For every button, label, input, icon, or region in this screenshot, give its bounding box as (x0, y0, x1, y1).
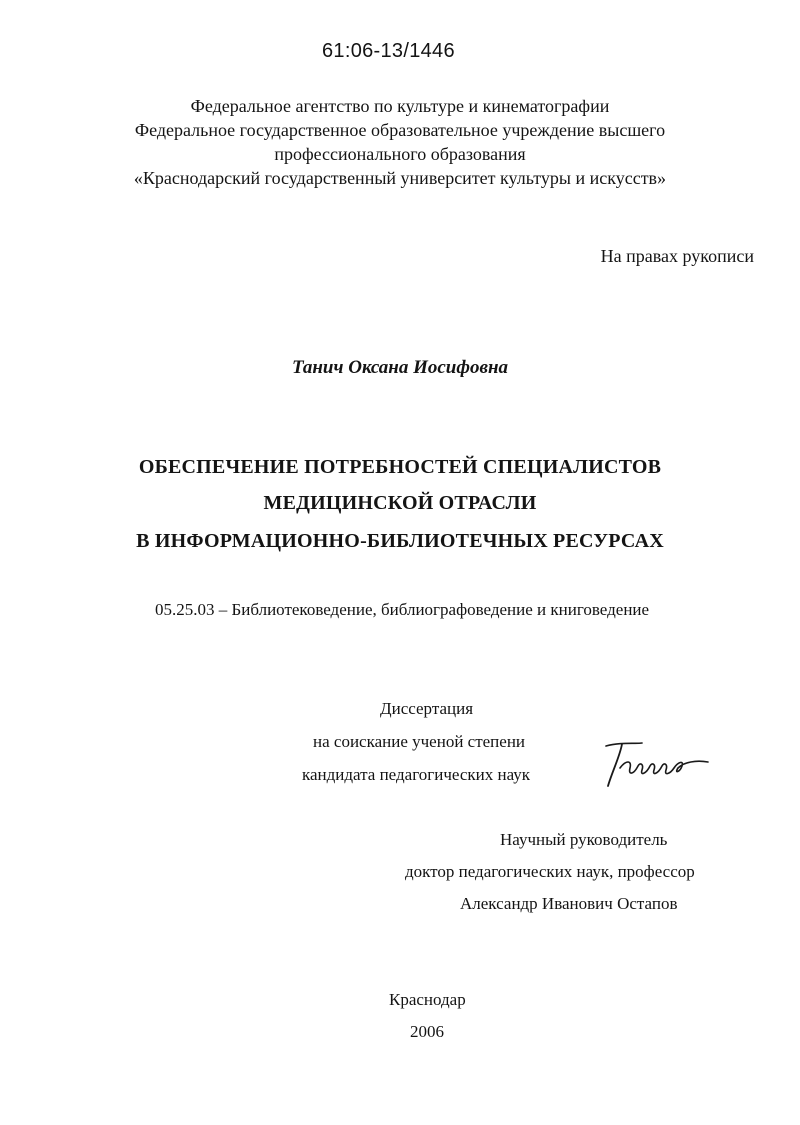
supervisor-label: Научный руководитель (500, 830, 668, 849)
specialty-code: 05.25.03 – Библиотековедение, библиографоведение и книговедение (155, 600, 650, 619)
manuscript-rights-note: На правах рукописи (600, 246, 754, 266)
thesis-title-line-1: ОБЕСПЕЧЕНИЕ ПОТРЕБНОСТЕЙ СПЕЦИАЛИСТОВ (138, 456, 662, 478)
degree-line: на соискание ученой степени (313, 732, 526, 751)
year: 2006 (410, 1022, 444, 1041)
org-line-1: Федеральное агентство по культуре и кинематографии (190, 96, 610, 116)
dissertation-label: Диссертация (380, 699, 474, 718)
supervisor-name: Александр Иванович Остапов (460, 894, 678, 913)
supervisor-degree: доктор педагогических наук, профессор (405, 862, 695, 881)
city-name: Краснодар (389, 990, 466, 1009)
org-line-3: профессионального образования (274, 144, 526, 164)
catalog-number: 61:06-13/1446 (322, 40, 455, 62)
org-line-4: «Краснодарский государственный университет культуры и искусств» (133, 168, 667, 188)
org-line-2: Федеральное государственное образовательное учреждение высшего (134, 120, 666, 140)
degree-type-line: кандидата педагогических наук (302, 765, 531, 784)
author-name: Танич Оксана Иосифовна (291, 357, 509, 378)
thesis-title-line-3: В ИНФОРМАЦИОННО-БИБЛИОТЕЧНЫХ РЕСУРСАХ (136, 530, 664, 552)
thesis-title-line-2: МЕДИЦИНСКОЙ ОТРАСЛИ (263, 492, 537, 514)
handwritten-signature-icon (600, 738, 712, 792)
